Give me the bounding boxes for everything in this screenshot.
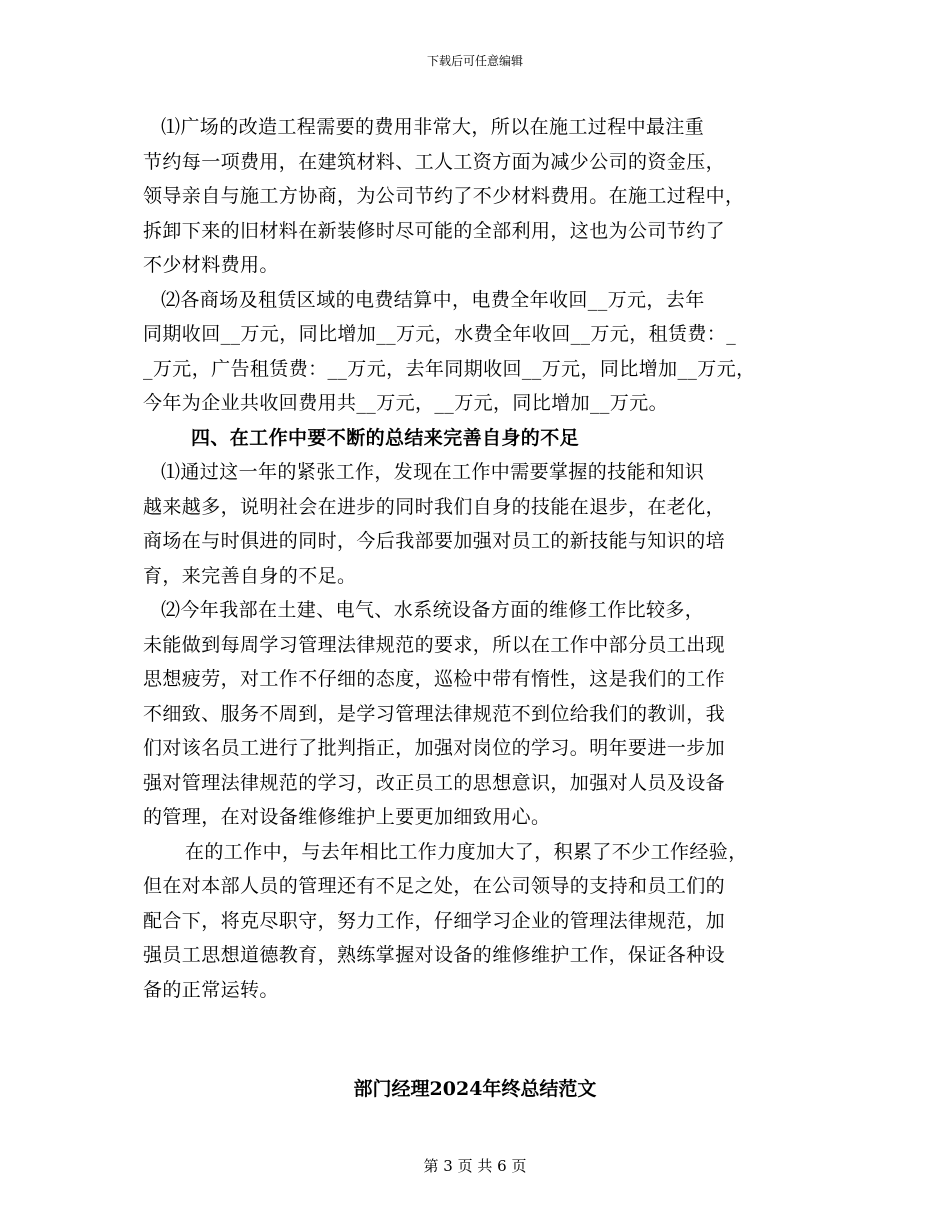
list-item-skills: [143, 455, 823, 593]
text-line: 节约每一项费用，在建筑材料、工人工资方面为减少公司的资金压，: [143, 150, 726, 173]
text-line: 在的工作中，与去年相比工作力度加大了，积累了不少工作经验，: [185, 840, 748, 863]
text-line: 思想疲劳，对工作不仔细的态度，巡检中带有惰性，这是我们的工作: [143, 668, 726, 690]
text-line: 备的正常运转。: [143, 978, 279, 1001]
text-line: 商场在与时俱进的同时，今后我部要加强对员工的新技能与知识的培: [143, 530, 726, 552]
text-line: ⑵各商场及租赁区域的电费结算中，电费全年收回__万元，去年: [161, 288, 705, 311]
text-line: 未能做到每周学习管理法律规范的要求，所以在工作中部分员工出现: [143, 633, 726, 656]
page-footer: 第 3 页 共 6 页: [423, 1157, 527, 1175]
list-item-maintenance: [143, 593, 823, 835]
text-line: ⑵今年我部在土建、电气、水系统设备方面的维修工作比较多，: [161, 599, 705, 621]
text-line: 不少材料费用。: [143, 254, 279, 276]
text-line: 育，来完善自身的不足。: [143, 564, 357, 587]
text-line: 越来越多，说明社会在进步的同时我们自身的技能在退步，在老化，: [143, 495, 726, 518]
list-item-fee-collection: [143, 283, 823, 421]
page-header: 下载后可任意编辑: [426, 54, 523, 68]
text-line: 拆卸下来的旧材料在新装修时尽可能的全部利用，这也为公司节约了: [143, 219, 726, 242]
text-line: 今年为企业共收回费用共__万元，__万元，同比增加__万元。: [143, 392, 669, 414]
text-line: 的管理，在对设备维修维护上要更加细致用心。: [143, 806, 551, 828]
text-line: 强对管理法律规范的学习，改正员工的思想意识，加强对人员及设备: [143, 771, 726, 794]
closing-paragraph: [143, 835, 823, 1008]
text-line: 同期收回__万元，同比增加__万元，水费全年收回__万元，租赁费：_: [143, 323, 737, 345]
text-line: 但在对本部人员的管理还有不足之处，在公司领导的支持和员工们的: [143, 875, 726, 897]
list-item-fee-saving: [143, 110, 823, 283]
document-body: [143, 110, 823, 1007]
next-document-title: 部门经理2024年终总结范文: [353, 1078, 597, 1100]
text-line: ⑴通过这一年的紧张工作，发现在工作中需要掌握的技能和知识: [161, 461, 705, 483]
text-line: 领导亲自与施工方协商，为公司节约了不少材料费用。在施工过程中，: [143, 185, 745, 207]
section-heading: 四、在工作中要不断的总结来完善自身的不足: [191, 426, 580, 449]
text-line: 们对该名员工进行了批判指正，加强对岗位的学习。明年要进一步加: [143, 737, 726, 759]
text-line: ⑴广场的改造工程需要的费用非常大，所以在施工过程中最注重: [161, 116, 705, 138]
text-line: 配合下，将克尽职守，努力工作，仔细学习企业的管理法律规范，加: [143, 909, 726, 932]
text-line: 不细致、服务不周到，是学习管理法律规范不到位给我们的教训，我: [143, 702, 726, 725]
text-line: _万元，广告租赁费：__万元，去年同期收回__万元，同比增加__万元，: [143, 357, 756, 380]
text-line: 强员工思想道德教育，熟练掌握对设备的维修维护工作，保证各种设: [143, 944, 726, 966]
